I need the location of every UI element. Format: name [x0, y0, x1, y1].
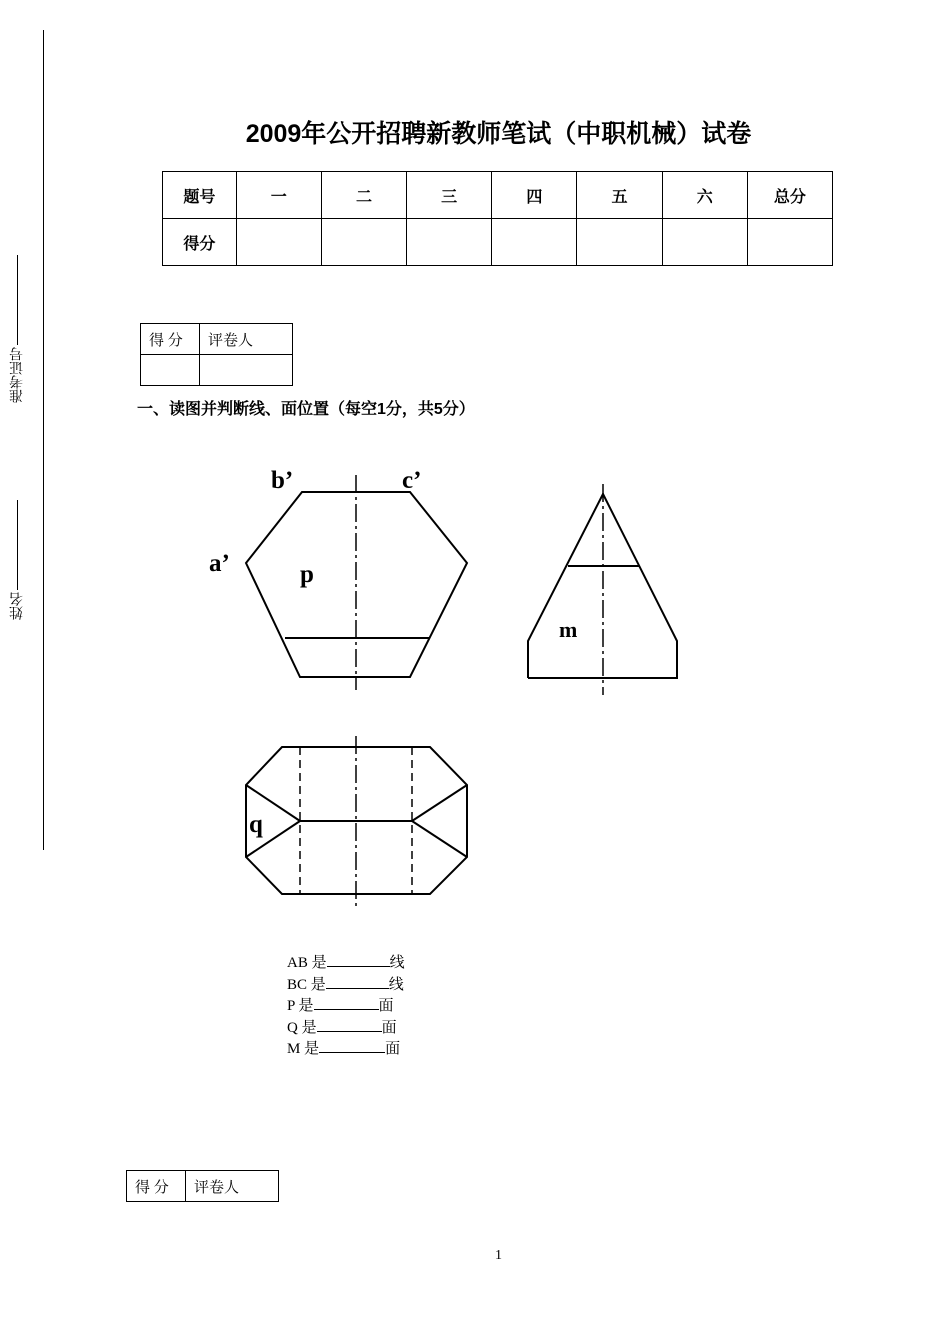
score-cell[interactable]: [747, 219, 832, 266]
score-cell[interactable]: [492, 219, 577, 266]
grader-name-label: 评卷人: [200, 324, 293, 355]
grader-box: [140, 323, 293, 386]
score-cell[interactable]: [577, 219, 662, 266]
grader-name-cell[interactable]: [200, 355, 293, 386]
header-cell: 一: [236, 172, 321, 219]
answer-blank[interactable]: [326, 974, 389, 989]
score-cell[interactable]: [662, 219, 747, 266]
exam-id-field[interactable]: [8, 255, 44, 403]
question-item: M 是 面: [287, 1038, 405, 1060]
label-b: b’: [271, 467, 294, 494]
question-item: AB 是 线: [287, 952, 405, 974]
grader-score-cell[interactable]: [141, 355, 200, 386]
exam-id-blank[interactable]: [18, 255, 19, 345]
question-item: BC 是 线: [287, 974, 405, 996]
label-a: a’: [209, 550, 230, 577]
label-q: q: [249, 811, 263, 838]
score-table-header-row: [163, 172, 833, 219]
three-view-drawing: [0, 440, 950, 920]
page-number: 1: [495, 1248, 502, 1263]
header-cell: 题号: [163, 172, 237, 219]
score-table-score-row: [163, 219, 833, 266]
exam-id-label: 准考证号: [10, 347, 25, 403]
answer-blank[interactable]: [319, 1038, 385, 1053]
score-cell[interactable]: [407, 219, 492, 266]
header-cell: 六: [662, 172, 747, 219]
question-list: [287, 952, 405, 1060]
answer-blank[interactable]: [314, 995, 379, 1010]
section-heading: 一、读图并判断线、面位置（每空1分，共5分）: [137, 401, 475, 418]
header-cell: 三: [407, 172, 492, 219]
score-cell[interactable]: [236, 219, 321, 266]
header-cell: 五: [577, 172, 662, 219]
top-view-line: [412, 821, 467, 857]
row-label: 得分: [163, 219, 237, 266]
answer-blank[interactable]: [317, 1017, 382, 1032]
grader-score-label: 得 分: [127, 1171, 186, 1202]
name-label: 姓名: [10, 592, 25, 620]
grader-name-label: 评卷人: [186, 1171, 279, 1202]
header-cell: 二: [321, 172, 406, 219]
top-view-line: [412, 785, 467, 821]
label-m: m: [559, 617, 578, 642]
score-cell[interactable]: [321, 219, 406, 266]
grader-score-label: 得 分: [141, 324, 200, 355]
grader-box: [126, 1170, 279, 1202]
question-item: P 是 面: [287, 995, 405, 1017]
header-cell: 总分: [747, 172, 832, 219]
label-c: c’: [402, 467, 422, 494]
label-p: p: [300, 561, 314, 588]
header-cell: 四: [492, 172, 577, 219]
question-item: Q 是 面: [287, 1017, 405, 1039]
answer-blank[interactable]: [327, 952, 390, 967]
score-table: [162, 171, 833, 266]
page-title: 2009年公开招聘新教师笔试（中职机械）试卷: [245, 120, 752, 148]
